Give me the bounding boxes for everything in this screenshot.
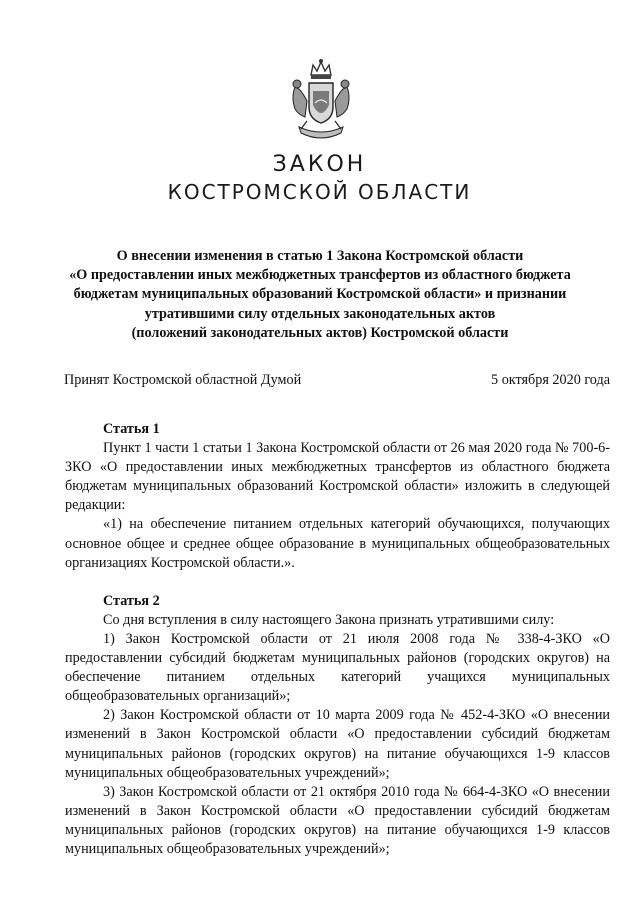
article-1-heading: Статья 1 xyxy=(103,421,160,437)
subject-line: О внесении изменения в статью 1 Закона Костромской области xyxy=(116,248,524,264)
adopted-by: Принят Костромской областной Думой xyxy=(64,372,302,388)
adoption-date: 5 октября 2020 года xyxy=(491,372,610,388)
subject-line: «О предоставлении иных межбюджетных трансфертов из областного бюджета xyxy=(69,267,571,284)
article-2-item: 2) Закон Костромской области от 10 марта 2009 года № 452-4-ЗКО «О внесении изменений в Закон Костромской области «О предоставлении субсидий бюджетам муниципальных районов (городских округов) на питание обучающихся 1-9 классов муниципальных общеобразовательных учреждений»; xyxy=(65,707,610,781)
article-2-item: 3) Закон Костромской области от 21 октября 2010 года № 664-4-ЗКО «О внесении изменений в Закон Костромской области «О предоставлении субсидий бюджетам муниципальных районов (городских округов) на питание обучающихся 1-9 классов муниципальных общеобразовательных учреждений»; xyxy=(65,783,610,857)
article-2-item: 1) Закон Костромской области от 21 июля 2008 года № 338-4-ЗКО «О предоставлении субсидий бюджетам муниципальных районов (городских округов) на обеспечение питанием отдельных категорий учащихся муниципальных общеобразовательных организаций»; xyxy=(65,630,610,705)
subject-line: (положений законодательных актов) Костромской области xyxy=(131,324,509,341)
article-1-paragraph: «1) на обеспечение питанием отдельных категорий обучающихся, получающих основное общее и среднее общее образование в муниципальных общеобразовательных организациях Костромской области.». xyxy=(65,516,610,571)
law-body xyxy=(65,420,610,859)
law-title: ЗАКОН xyxy=(272,152,367,177)
subject-line: бюджетам муниципальных образований Костромской области» и признании xyxy=(73,286,567,303)
region-title: КОСТРОМСКОЙ ОБЛАСТИ xyxy=(167,180,472,204)
article-2-intro: Со дня вступления в силу настоящего Закона признать утратившими силу: xyxy=(103,611,555,628)
kostroma-coat-of-arms-icon xyxy=(287,57,355,145)
article-1-paragraph: Пункт 1 части 1 статьи 1 Закона Костромской области от 26 мая 2020 года № 700-6-ЗКО «О предоставлении иных межбюджетных трансфертов из областного бюджета бюджетам муниципальных образований Костромской области» изложить в следующей редакции: xyxy=(65,440,610,514)
law-subject xyxy=(60,247,580,343)
article-2-heading: Статья 2 xyxy=(103,592,160,609)
subject-line: утратившими силу отдельных законодательных актов xyxy=(144,305,496,322)
